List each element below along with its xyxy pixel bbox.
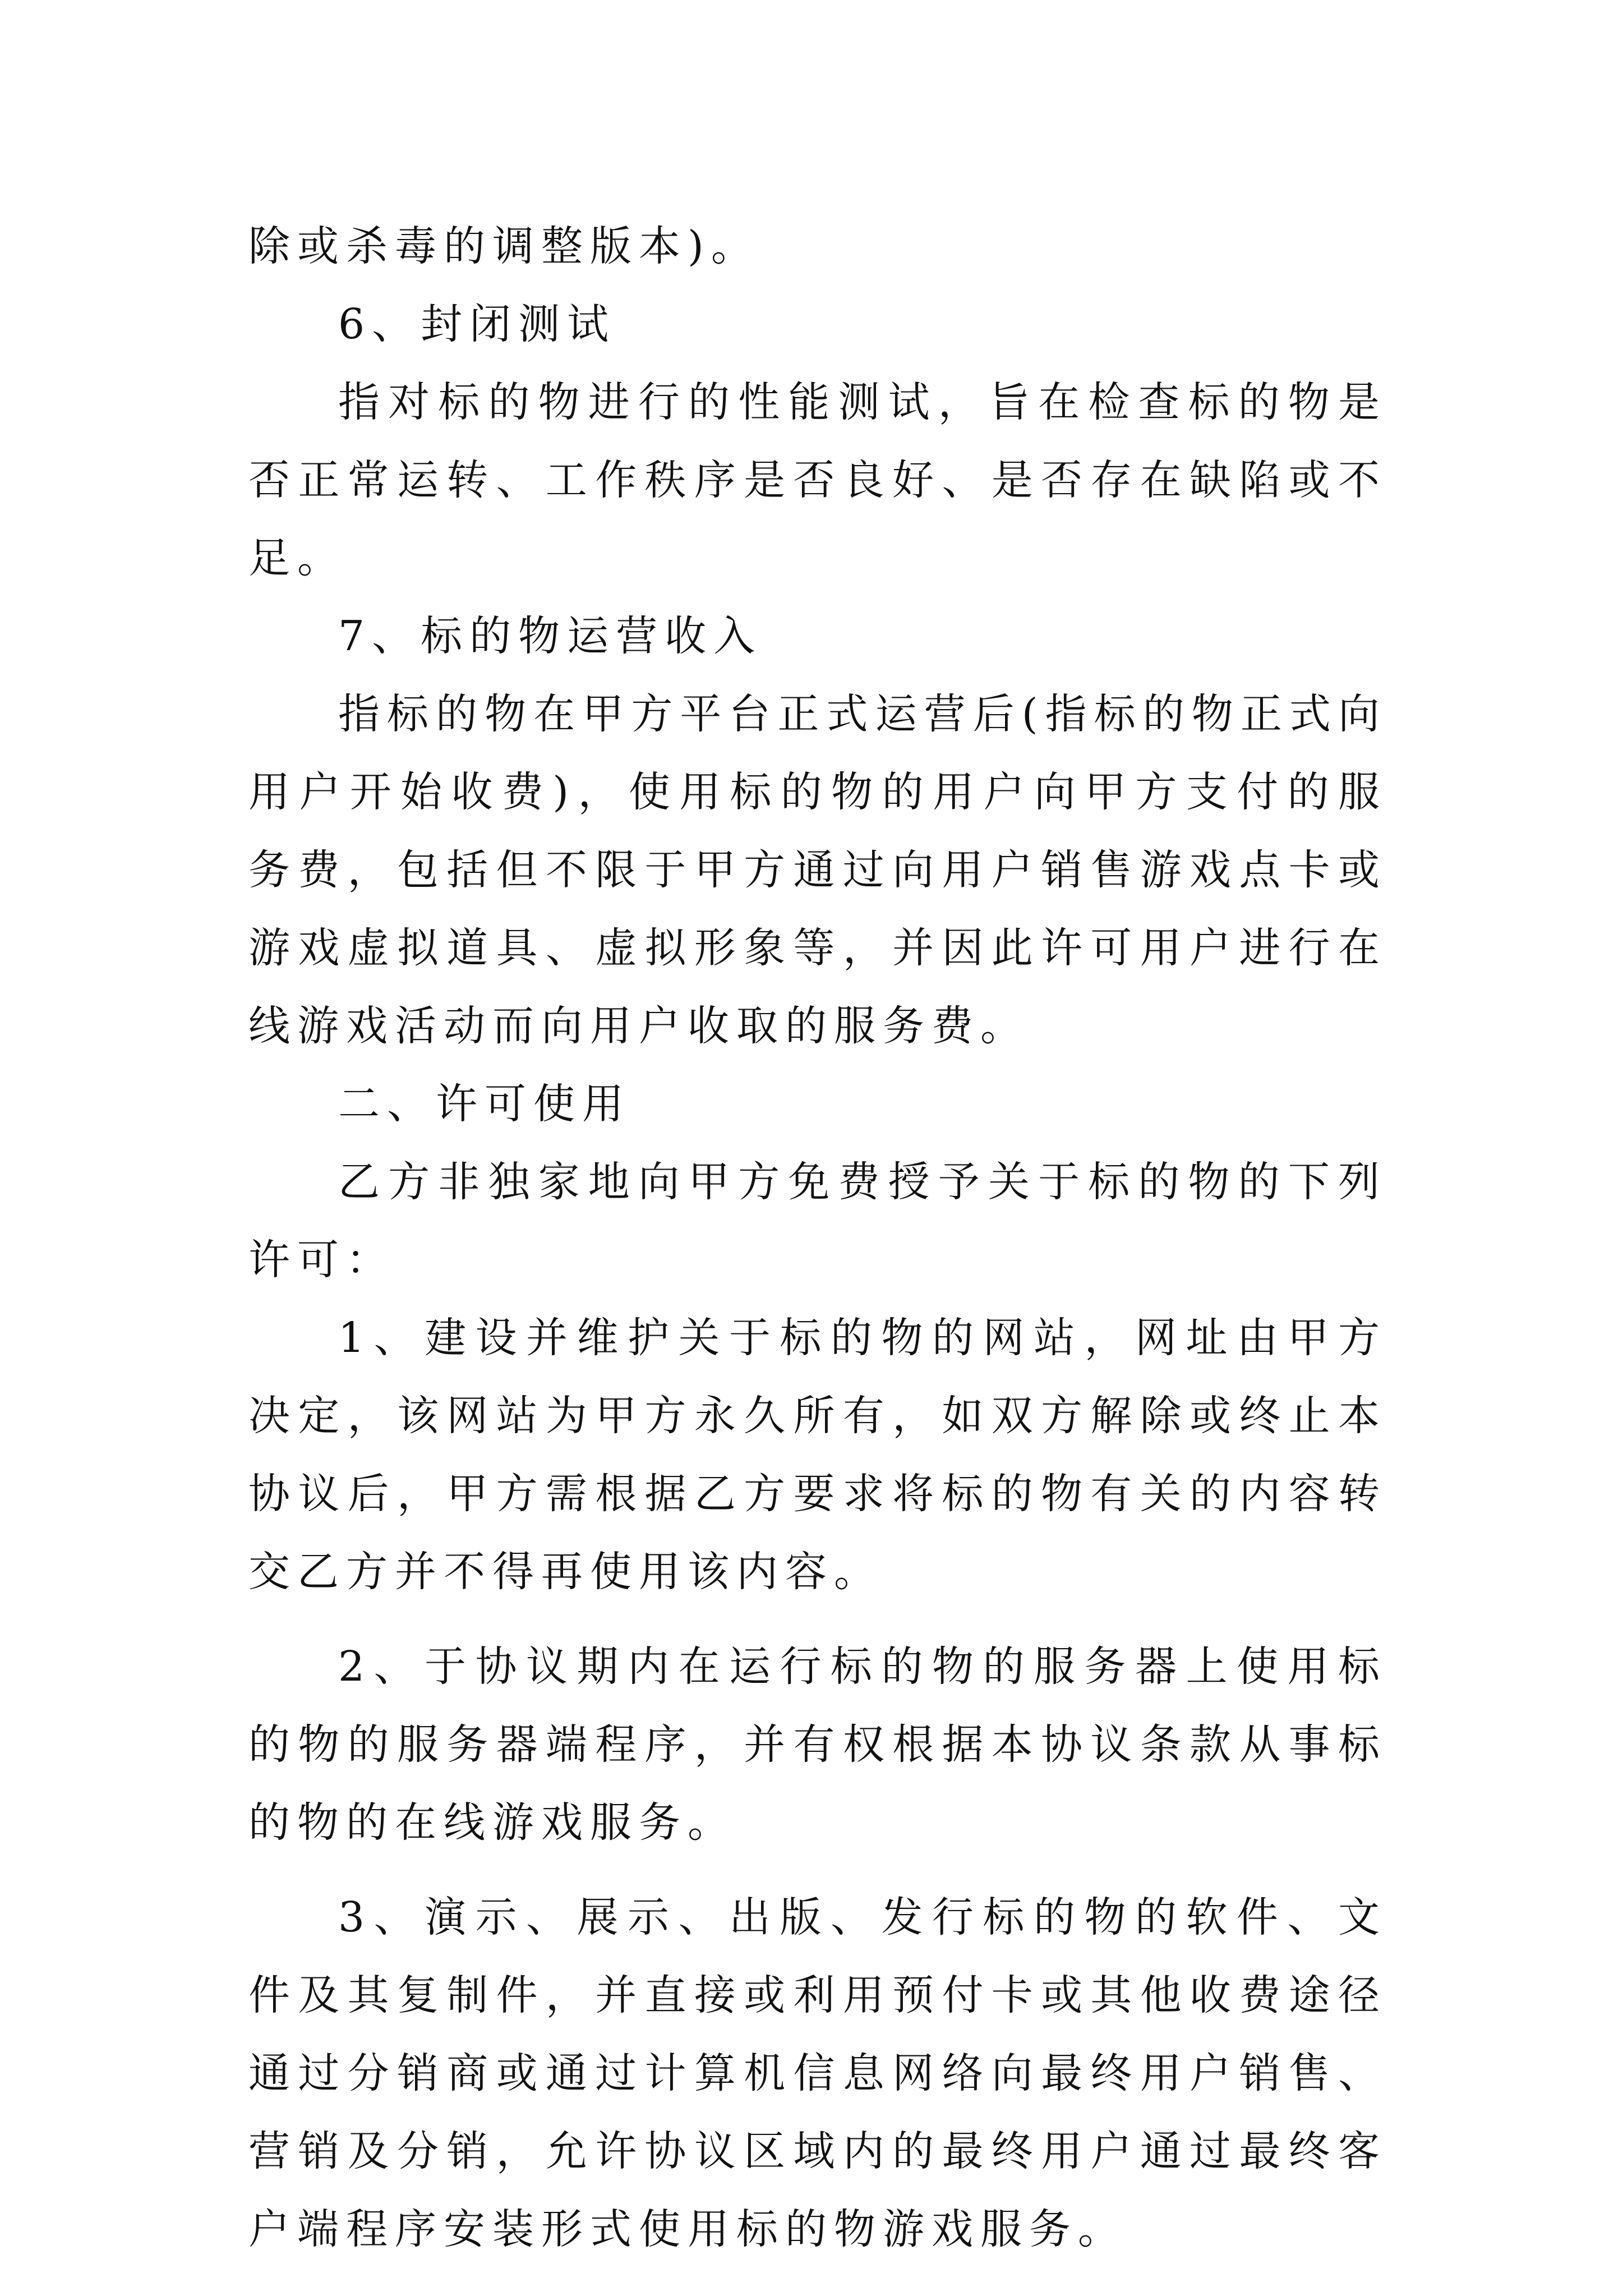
document-body (248, 208, 1387, 2269)
paragraph-license-item-2: 2、于协议期内在运行标的物的服务器上使用标的物的服务器端程序，并有权根据本协议条款从事标的物的在线游戏服务。 (248, 1642, 1387, 1847)
paragraph-closed-test-definition: 指对标的物进行的性能测试，旨在检查标的物是否正常运转、工作秩序是否良好、是否存在缺陷或不足。 (248, 378, 1387, 582)
paragraph-operating-revenue-definition: 指标的物在甲方平台正式运营后(指标的物正式向用户开始收费)，使用标的物的用户向甲方支付的服务费，包括但不限于甲方通过向用户销售游戏点卡或游戏虚拟道具、虚拟形象等，并因此许可用户进行在线游戏活动而向用户收取的服务费。 (248, 690, 1387, 1050)
paragraph-license-item-3: 3、演示、展示、出版、发行标的物的软件、文件及其复制件，并直接或利用预付卡或其他收费途径通过分销商或通过计算机信息网络向最终用户销售、营销及分销，允许协议区域内的最终用户通过最终客户端程序安装形式使用标的物游戏服务。 (248, 1893, 1387, 2253)
section-heading-operating-revenue: 7、标的物运营收入 (338, 612, 763, 660)
paragraph-license-item-1: 1、建设并维护关于标的物的网站，网址由甲方决定，该网站为甲方永久所有，如双方解除或终止本协议后，甲方需根据乙方要求将标的物有关的内容转交乙方并不得再使用该内容。 (248, 1314, 1387, 1596)
section-heading-license-use: 二、许可使用 (338, 1080, 631, 1128)
section-heading-closed-test: 6、封闭测试 (338, 300, 616, 348)
paragraph-license-intro: 乙方非独家地向甲方免费授予关于标的物的下列许可： (248, 1158, 1387, 1284)
paragraph-continuation: 除或杀毒的调整版本)。 (248, 222, 760, 270)
